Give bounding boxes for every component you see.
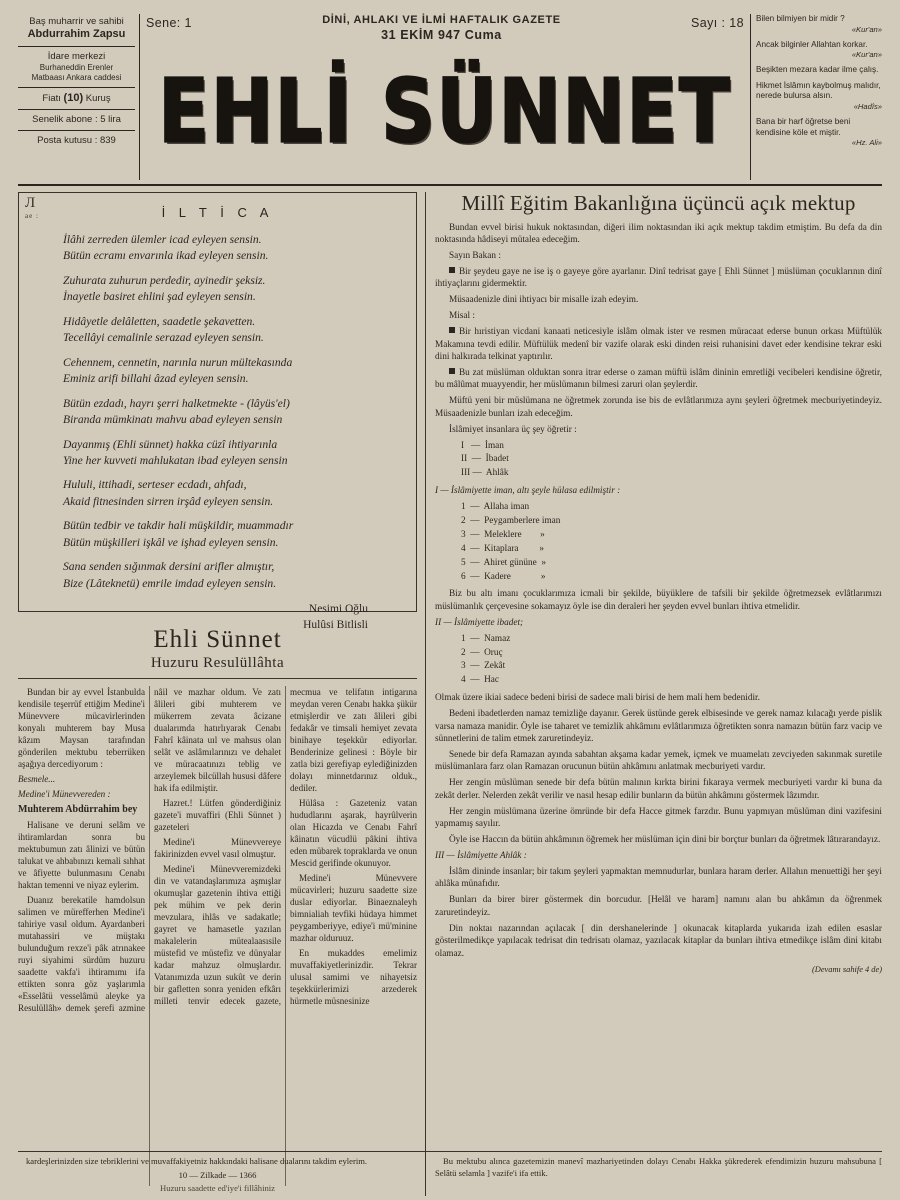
poem-stanza — [63, 559, 406, 592]
divider — [18, 678, 417, 679]
paragraph: Muhterem Abdürrahim bey — [18, 804, 138, 815]
quote-item — [756, 40, 882, 61]
masthead-left-info — [18, 14, 140, 180]
footer-right — [426, 1156, 882, 1196]
poem-line: Sana senden sığınmak dersini arifler almıştır, — [63, 560, 275, 574]
quote-text: Bana bir harf öğretse beni kendisine köle et miştir. — [756, 116, 851, 137]
paragraph: En mukaddes emelimiz muvaffakiyetlerinizdir. Tekrar ulusal samimi ve nihayetsiz teşekkürlerimizi arzederek hürmetle müsnesinize — [290, 948, 417, 1006]
poem-line: Cehennem, cennetin, narınla nurun mültekasında — [63, 355, 293, 369]
poem-line: Bütün tedbir ve takdir hali müşkildir, muammadır — [63, 519, 294, 533]
list-item: 2 — Oruç — [461, 647, 503, 658]
price-block — [18, 90, 135, 108]
poem-stanza — [63, 518, 406, 551]
paragraph: Medine'i Münevvereye fakirinizden evvel vasıl olmuştur. — [154, 837, 281, 859]
open-letter-headline: Millî Eğitim Bakanlığına üçüncü açık mektup — [461, 191, 856, 215]
newspaper-title: EHLİ SÜNNET — [158, 60, 732, 163]
list-iman-ibadet-ahlak — [435, 440, 882, 482]
poem-box — [18, 192, 417, 631]
newspaper-logo — [146, 43, 744, 180]
quote-item — [756, 81, 882, 112]
quote-source: «Kur'an» — [851, 50, 882, 60]
poem-line: Hululi, ittihadi, serteser ecdadı, ahfadı, — [63, 478, 247, 492]
poem-line: Eminiz arifi billahi âzad eyleyen sensin. — [63, 372, 249, 386]
paragraph: Bir hıristiyan vicdani kanaati neticesiyle islâm olmak ister ve resmen müracaat ederse bunun orkası Müftülük Makamına tevdi edilir. Müftülük medenî bir vazife olarak eski dinden reisi ruhanisini davet eder kendisine tekrar eski dini halkırada telkinat yaptırılır. — [435, 327, 882, 362]
paragraph: Din noktaı nazarından açılacak [ din dershanelerinde ] okunacak kitaplarda yukarıda izah edilen esaslar gösterilmedikçe yapılacak tedrisat din tedrisatı olamaz, yazılacak kitaplar da bunları ihtiva etmedikçe islâm dini kitabı olamaz. — [435, 923, 882, 959]
owner-name: Abdurrahim Zapsu — [27, 27, 126, 40]
strapline — [322, 14, 561, 43]
list-item: 2 — Peygamberlere iman — [461, 516, 561, 527]
poem-line: Yine her kuvveti mahlukatan ibad eyleyen sensin — [63, 453, 288, 467]
paragraph: Hülâsa : Gazeteniz vatan hududlarını aşarak, hayrûlverin olan Hicazda ve Cenabı Fahrî kâinatın vücudlü pâkini ihtiva eden mübarek topraklarda ve onun Mescid gerifinde okunuyor. — [290, 798, 417, 868]
divider — [18, 130, 135, 131]
admin-line-2: Matbaası Ankara caddesi — [31, 72, 122, 82]
paragraph: Müftü yeni bir müslümana ne öğretmek zorunda ise bis de evlâtlarımıza aynı şeyleri öğretmek mecburiyetindeyiz. Müsaadenizle bunları izah edeceğim. — [435, 396, 882, 419]
divider — [18, 46, 135, 47]
poem-line: İlâhi zerreden ülemler icad eyleyen sensin. — [63, 233, 262, 246]
paragraph: Medine'i Münevvere mücavirleri; huzuru saadette size duslar ediyorlar. Binaeznaleyh bimnialiah tevfiki hüdaya himmet peygamberiyye, ediye'i mü'minine mazhar olduruuz. — [290, 873, 417, 943]
paragraph: Müsaadenizle dini ihtiyacı bir misalle izah edeyim. — [449, 295, 639, 306]
article-subtitle: Huzuru Resulüllâhta — [150, 655, 285, 671]
ornament-sub: ae : — [25, 212, 39, 220]
poem-stanza — [63, 273, 406, 306]
admin-block — [18, 49, 135, 85]
paragraph: Her zengin müslüman senede bir defa bütün malının kırkta birini fıkaraya vermek mecburiyeti vardır ki buna da zekât derler. Nelerden zekât verilir ve nasıl hesap edilir bunların da bütün ahkâmını göstermek lâzımdır. — [435, 778, 882, 801]
price-label: Fiatı — [42, 92, 61, 104]
ornament-glyph: Л — [25, 195, 36, 211]
quote-item — [756, 14, 882, 35]
poem-signature — [63, 602, 406, 633]
list-item: 3 — Meleklere » — [461, 529, 545, 540]
list-item: 4 — Hac — [461, 675, 500, 686]
paragraph: Her zengin müslümana üzerine ömründe bir defa Hacce gitmek farzdır. Bunu yapmıyan müslüman dini vazifesini yapmamış sayılır. — [435, 806, 882, 830]
list-ibadet-items — [435, 633, 882, 689]
paragraph: Bedeni ibadetlerden namaz temizliğe dayanır. Gerek üstünde gerek elbisesinde ve gerek namaz kılacağı yerde pislik varsa namaza manidir. Öyle ise taharet ve temizlik ahkâmını evlâtlarımıza öğretikten sonra namazın bütün farz vacip ve sünnetlerini de talim etmek zaruretindeyiz. — [435, 709, 882, 745]
hijri-date: 10 — Zilkade — 1366 — [178, 1169, 257, 1180]
paragraph: Bundan evvel birisi hukuk noktasından, diğeri ilim noktasından iki açık mektup takdim etmiştim. Bu defa da din noktasında hâdiseyi mütalea edeceğim. — [435, 222, 882, 245]
poem-line: Biranda mümkinatı mahvu abad eyleyen sensin — [63, 413, 283, 427]
list-item: 3 — Zekât — [461, 661, 506, 672]
paragraph: Medine'i Münevvereden : — [18, 789, 111, 799]
poem-stanza — [63, 437, 406, 470]
poem-line: Zuhurata zuhurun perdedir, ayinedir şeksiz. — [63, 273, 266, 287]
quote-text: Bilen bilmiyen bir midir ? — [756, 14, 845, 23]
paragraph: Senede bir defa Ramazan ayında sabahtan akşama kadar yemek, içmek ve muamelatı zevciyeden sakınmak suretile müslümanlara farz olan Ramazan orucunun bütün ahkâmını anlatmak mecburiyeti vardır. — [435, 749, 882, 773]
paragraph: Bunları da birer birer göstermek din borcudur. [Helâl ve haram] namını alan bu ahkâmın da öğrenmek zaruretindeyiz. — [435, 895, 882, 918]
poem-stanza — [63, 355, 406, 388]
admin-label: İdare merkezi — [47, 50, 106, 62]
masthead — [18, 14, 882, 186]
list-item: 5 — Ahiret gününe » — [461, 557, 547, 568]
paragraph: İslâmiyet insanlara üç şey öğretir : — [449, 424, 577, 435]
poem-stanza — [63, 396, 406, 429]
masthead-topline — [146, 14, 744, 43]
masthead-center — [140, 14, 750, 180]
article-title: Ehli Sünnet — [153, 626, 282, 653]
footer-left — [18, 1156, 426, 1196]
paragraph: Öyle ise Haccın da bütün ahkâmının öğremek her müslüman için dini bir borçtur bunları da öğretmek lâtırarandayız. — [449, 835, 881, 846]
poem-line: Dayanmış (Ehli sünnet) hakka cüzî ihtiyarınla — [63, 437, 278, 451]
paragraph: kardeşlerinizden size tebriklerini ve muvaffakiyetniz hakkındaki halisane dualarını takdim eylerim. — [26, 1156, 368, 1167]
strapline-1: DİNİ, AHLAKI VE İLMİ HAFTALIK GAZETE — [322, 14, 561, 26]
poem-stanza — [63, 314, 406, 347]
paragraph: Halisane ve deruni selâm ve ihtiramlardan sonra bu mektubumun zatı âlinizi ve bütün talukat ve ahbabınızı kemali sıhhat ve âfiyette bulunmasını Cenabı haktan temenni ve niyaz eylerim. — [18, 820, 145, 891]
paragraph: Bu mektubu alınca gazetemizin manevî mazhariyetinden dolayı Cenabı Hakka şükrederek efendimizin huzuru mahsubuna [ Selâtü selamla ] vazife'i ifa ettik. — [435, 1156, 882, 1178]
poem-line: Bütün ecramı envarınla ikad eyleyen sensin. — [63, 249, 269, 263]
paragraph: Bundan bir ay evvel İstanbulda kendisile teşerrüf ettiğim Medine'i Münevvere mücavirlerinden konyalı muhterem bay Musa kâzım Maysan tarafından gönderilen mektubu teberrüken aşağıya dercediyorum : — [18, 687, 145, 769]
paragraph: Sayın Bakan : — [449, 250, 501, 261]
page-footer — [18, 1151, 882, 1196]
paragraph: Hazret.! Lütfen gönderdiğiniz gazete'i muvaffiri (Ehli Sünnet ) gazeteleri — [154, 798, 281, 832]
pobox-line: Posta kutusu : 839 — [37, 135, 116, 147]
paragraph: Bu zat müslüman olduktan sonra itrar ederse o zaman müftü islâm dininin emretliği vecibeleri kendisine öğretir, bu mâlûmat muayyendir, her müslümanın bilmesi zaruri olan şeylerdir. — [435, 367, 882, 391]
paragraph: Medine'i Münevveremizdeki din ve vatandaşlarımıza aşmışlar okumuşlar gazetenin ihtiva ettiği pek mühim ve pek derin mevzulara, ihlâs ve sadakatle; gayret ve hamasetle yazılan makalelerin mütealaasısile müstefid ve müstefiz ve dünyalar kadar mahzuz olmuşlardır. Vatanımızda uzun sukût ve derin bir gafletten sonra yeniden efkârı milleti tenvir edecek gazete, mecmua ve telifatın intigarına meydan veren Cenabı hakka şükür etmişlerdir ve zatı âlileri gibi fedakâr ve timsali hemiyet zevata binihaye teşekkür ediyorlar. Benderinize gelinesi : Böyle bir zatla bizi gerefiyap eylediğinizden dolayı minnetdarınız olduk., dediler. — [154, 687, 417, 1006]
signature-line: Hulûsi Bitlisli — [303, 618, 368, 631]
list-item: III — Ahlâk — [461, 468, 509, 479]
poem-title: İ L T İ C A — [161, 205, 274, 220]
poem-line: Akaid fitnesinden sirren irşâd eyleyen sensin. — [63, 494, 274, 508]
list-item: 1 — Namaz — [461, 633, 511, 644]
poem-line: Hidâyetle delâletten, saadetle şekavetten. — [63, 314, 256, 328]
poem-line: İnayetle basiret ehlini şad eyleyen sensin. — [63, 290, 256, 304]
paragraph: Biz bu altı imanı çocuklarımıza icmali bir şekilde, büyüklere de tafsili bir şekilde öğretmezsek evlâtlarımızı müslümanlık çerçevesine sokamayız öyle ise din deraleri her şeyden evvel bunları ihtiva etmelidir. — [435, 589, 882, 612]
role-label: Baş muharrir ve sahibi — [29, 16, 124, 27]
admin-line-1: Burhaneddin Erenler — [39, 62, 114, 72]
ornament-icon — [25, 195, 39, 220]
paragraph: İslâm dininde insanlar; bir takım şeyleri yapmaktan memnudurlar, bunlara haram derler. Allahın menuettiği her şeyi ahlâka münafıdır. — [435, 866, 882, 890]
paragraph: Olmak üzere ikiai sadece bedeni birisi de sadece mali birisi de hem mali hem bedenidir. — [435, 693, 760, 704]
paragraph: Misal : — [449, 311, 475, 322]
list-item: 1 — Allaha iman — [461, 502, 530, 513]
masthead-quotes — [750, 14, 882, 180]
list-item: 4 — Kitaplara » — [461, 543, 544, 554]
continued-note: (Devamı sahife 4 de) — [811, 964, 882, 974]
paragraph: Duanız berekatile hamdolsun salimen ve mürefferhen Medine'i tahiriye vasıl oldum. Ayardanberi mutahassiri ve müştakı bulunduğum rexze'i pâk atrınakee ruyi siyahimi sürdüm huzuru saadette vakfa'i ihtiramımı ifa ettikten sonra göz yaşlarımla «Esselâtü vesselâmü aleyke ya Resulüllâh» demek şerefi azmine nâil ve mazhar oldum. Ve zatı âlileri gibi muhterem ve mükerrem zevata âcizane dualarımda hatırlıyarak Cenabı Fahrî kâinata uıl ve mahsus olan selât ve aslâmılarınızı ve dehalet ve müracaatınızı teblig ve arzeylemek bilcüllah hususi dâfere hak ifa edilmiştir. — [18, 687, 281, 1014]
poem-body — [29, 232, 406, 633]
list-item: II — İbadet — [461, 454, 509, 465]
quote-text: Hikmet İslâmın kaybolmuş malıdır, nerede bulursa alsın. — [756, 80, 881, 101]
divider — [18, 87, 135, 88]
section-heading-1: I — İslâmiyette iman, altı şeyle hülasa edilmiştir : — [435, 486, 621, 497]
price-value: (10) — [63, 91, 84, 104]
section-heading-3: III — İslâmiyette Ahlâk : — [435, 851, 527, 862]
price-unit: Kuruş — [85, 92, 111, 104]
article-body-left — [18, 686, 417, 1186]
quote-source: «Kur'an» — [851, 24, 882, 34]
list-item: I — İman — [461, 440, 504, 451]
poem-line: Bütün ezdadı, hayrı şerri halketmekte - (lâyüs'el) — [63, 396, 290, 410]
quote-item — [756, 117, 882, 148]
poem-line: Tecellâyi cemalinle serazad eyleyen sensin. — [63, 331, 264, 345]
signature-line: Nesimi Oğlu — [308, 603, 368, 616]
quote-source: «Hadîs» — [853, 102, 882, 111]
right-column — [426, 192, 882, 1177]
subscription-line: Senelik abone : 5 lira — [32, 114, 121, 126]
section-heading-2: II — İslâmiyette ibadet; — [435, 617, 524, 628]
quote-source: «Hz. Ali» — [851, 138, 882, 148]
strapline-2: 31 EKİM 947 Cuma — [381, 27, 502, 42]
poem-stanza — [63, 232, 406, 265]
quote-item — [756, 65, 882, 76]
issue-label: Sayı : 18 — [691, 16, 744, 30]
left-column — [18, 192, 426, 1177]
list-item: 6 — Kadere » — [461, 571, 546, 582]
closing-line: Huzuru saadette ed'iye'i fillâhiniz — [159, 1182, 275, 1193]
poem-line: Bütün müşkilleri işkâl ve işhad eyleyen sensin. — [63, 535, 279, 549]
paragraph: Bir şeydeu gaye ne ise iş o gayeye göre ayarlanır. Dinî tedrisat gaye [ Ehli Sünnet ] müslüman çocuklarının dinî ihtiyaçlarını gidermektir. — [435, 266, 882, 290]
divider — [18, 109, 135, 110]
page-content — [18, 192, 882, 1177]
poem-stanza — [63, 477, 406, 510]
publisher-block — [18, 14, 135, 44]
list-iman-items — [435, 501, 882, 584]
quote-text: Ancak bilginler Allahtan korkar. — [756, 39, 868, 49]
open-letter-body — [435, 222, 882, 975]
volume-label: Sene: 1 — [146, 16, 192, 30]
quote-text: Beşikten mezara kadar ilme çalış. — [756, 65, 879, 75]
paragraph: Besmele... — [18, 774, 56, 784]
poem-line: Bize (Lâteknetü) emrile imdad eyleyen sensin. — [63, 576, 277, 590]
